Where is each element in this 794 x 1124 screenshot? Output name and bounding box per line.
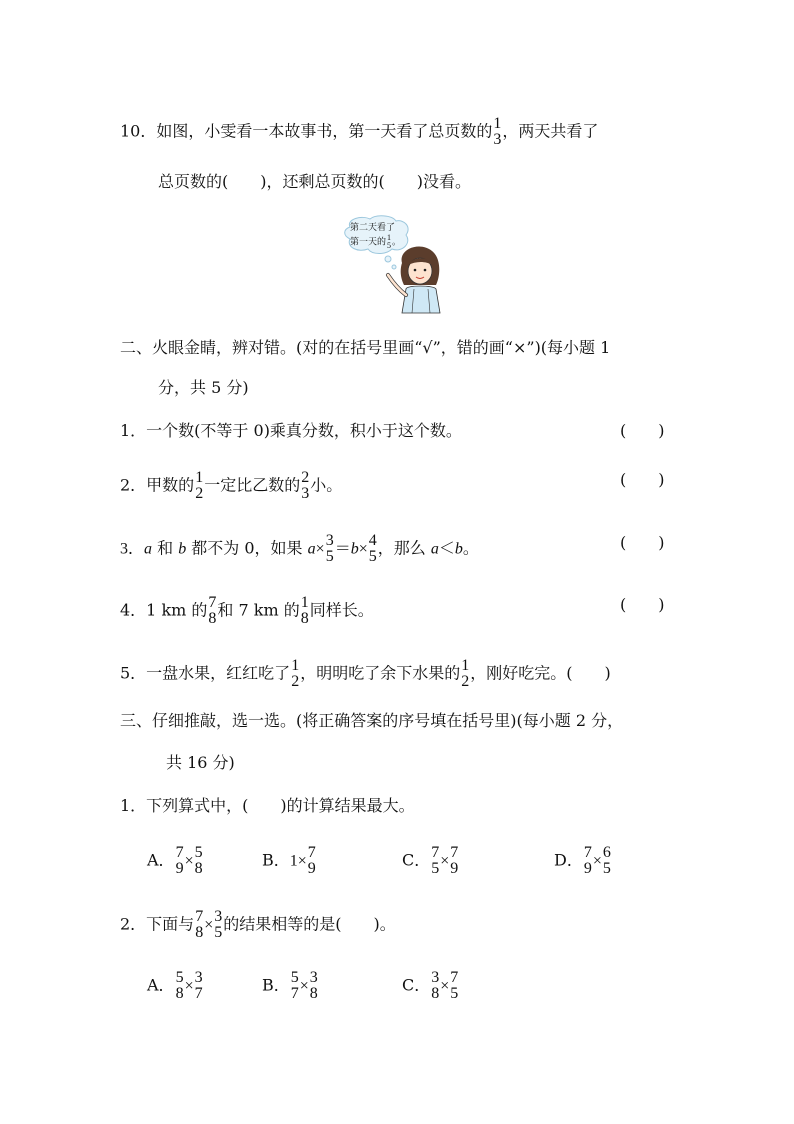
fraction: 3 8 (309, 969, 318, 1002)
option-b[interactable]: B． 5 7 × 3 8 (262, 969, 318, 1002)
option-c[interactable]: C． 7 5 × 7 9 (402, 844, 459, 877)
option-a[interactable]: A． 7 9 × 5 8 (147, 844, 203, 877)
q10-line2: 总页数的( )，还剩总页数的( )没看。 (158, 172, 471, 191)
q10-line1 (120, 116, 598, 148)
fraction: 6 5 (602, 844, 611, 877)
fraction: 1 2 (461, 657, 470, 690)
fraction: 5 8 (194, 844, 203, 877)
fraction: 2 3 (301, 469, 310, 502)
section3-title-line1: 三、仔细推敲，选一选。(将正确答案的序号填在括号里)(每小题 2 分， (120, 711, 624, 730)
tf-item-2: 2．甲数的 1 2 一定比乙数的 2 3 小。 (120, 469, 343, 502)
fraction: 1 2 (195, 469, 204, 502)
fraction: 7 9 (450, 844, 459, 877)
fraction: 3 5 (325, 532, 334, 565)
option-b[interactable]: B．1× 7 9 (262, 844, 316, 877)
option-d[interactable]: D． 7 9 × 6 5 (554, 844, 611, 877)
fraction: 7 8 (195, 908, 204, 941)
answer-paren[interactable]: ( ) (620, 533, 665, 552)
fraction: 5 7 (290, 969, 299, 1002)
speech-bubble-text (350, 223, 401, 250)
tf-item-3: 3．a 和 b 都不为 0，如果 a× 3 5 ＝b× 4 5 ，那么 a＜b。 (120, 532, 479, 565)
fraction: 7 5 (431, 844, 440, 877)
option-c[interactable]: C． 3 8 × 7 5 (402, 969, 459, 1002)
option-a[interactable]: A． 5 8 × 3 7 (147, 969, 203, 1002)
fraction: 3 5 (214, 908, 223, 941)
section3-title-line2: 共 16 分) (166, 753, 235, 772)
mc-question-2: 2．下面与 7 8 × 3 5 的结果相等的是( )。 (120, 908, 396, 941)
q10-text: 10．如图，小雯看一本故事书，第一天看了总页数的 (120, 121, 493, 141)
fraction: 7 9 (583, 844, 592, 877)
fraction: 4 5 (368, 532, 377, 565)
fraction: 7 8 (208, 594, 217, 627)
tf-item-5: 5．一盘水果，红红吃了 1 2 ，明明吃了余下水果的 1 2 ，刚好吃完。( ) (120, 657, 611, 690)
q10-text-after: ，两天共看了 (502, 121, 599, 141)
fraction: 1 2 (291, 657, 300, 690)
bubble-line1: 第二天看了 (350, 223, 396, 233)
girl-illustration (340, 215, 450, 315)
section2-title-line1: 二、火眼金睛，辨对错。(对的在括号里画“√”，错的画“×”)(每小题 1 (120, 338, 611, 357)
answer-paren[interactable]: ( ) (620, 421, 665, 440)
fraction: 3 8 (431, 969, 440, 1002)
fraction: 3 7 (194, 969, 203, 1002)
section2-title-line2: 分，共 5 分) (158, 378, 249, 397)
tf-item-1: 1．一个数(不等于 0)乘真分数，积小于这个数。 (120, 421, 462, 440)
tf-item-4: 4．1 km 的 7 8 和 7 km 的 1 8 同样长。 (120, 594, 374, 627)
q10-fraction: 1 3 (493, 115, 502, 148)
fraction: 7 9 (307, 844, 316, 877)
mc-question-1: 1．下列算式中，( )的计算结果最大。 (120, 796, 415, 815)
fraction: 7 9 (175, 844, 184, 877)
bubble-line2: 第一天的 1 5 。 (350, 233, 402, 250)
fraction: 1 5 (387, 233, 392, 250)
answer-paren[interactable]: ( ) (620, 470, 665, 489)
fraction: 5 8 (175, 969, 184, 1002)
answer-paren[interactable]: ( ) (620, 595, 665, 614)
fraction: 7 5 (450, 969, 459, 1002)
fraction: 1 8 (300, 594, 309, 627)
